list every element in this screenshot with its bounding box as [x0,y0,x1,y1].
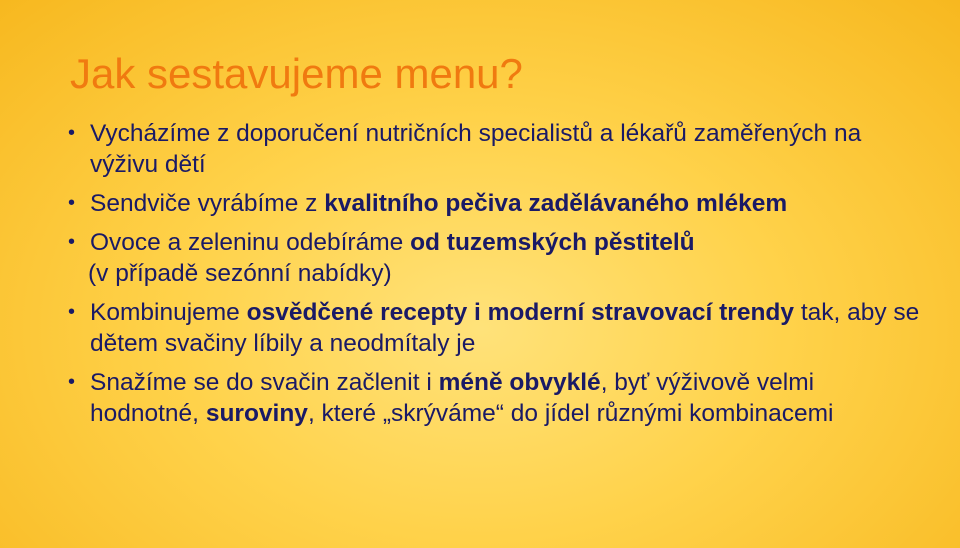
bullet-emphasis: suroviny [205,400,308,427]
bullet-icon: • [68,192,76,214]
bullet-text: Vycházíme z doporučení nutričních specialistů a lékařů zaměřených na výživu dětí [90,120,862,178]
bullet-item [68,188,928,219]
bullet-item [68,367,928,429]
bullet-icon: • [68,301,76,323]
bullet-subnote-text: (v případě sezónní nabídky) [88,260,392,287]
bullet-icon: • [68,371,76,393]
bullet-text: tak, aby se dětem svačiny líbily a neodmítaly je [90,299,920,357]
bullet-emphasis: méně obvyklé [438,369,601,396]
bullet-text: Snažíme se do svačin začlenit i [90,369,439,396]
bullet-text: Kombinujeme [90,299,247,326]
bullet-emphasis: kvalitního pečiva zadělávaného mlékem [324,190,788,217]
bullet-list [68,118,928,437]
bullet-icon: • [68,231,76,253]
bullet-text: , byť výživově velmi hodnotné, [90,369,815,427]
bullet-text: , které „skrýváme“ do jídel různými kombinacemi [307,400,834,427]
slide-title: Jak sestavujeme menu? [70,50,523,97]
bullet-emphasis: od tuzemských pěstitelů [410,229,695,256]
bullet-item [68,118,928,180]
bullet-icon: • [68,122,76,144]
bullet-item [68,297,928,359]
bullet-text: Ovoce a zeleninu odebíráme [90,229,411,256]
bullet-text: Sendviče vyrábíme z [90,190,325,217]
bullet-emphasis: osvědčené recepty i moderní stravovací trendy [246,299,795,326]
bullet-item [68,227,928,258]
bullet-subnote [68,258,928,289]
